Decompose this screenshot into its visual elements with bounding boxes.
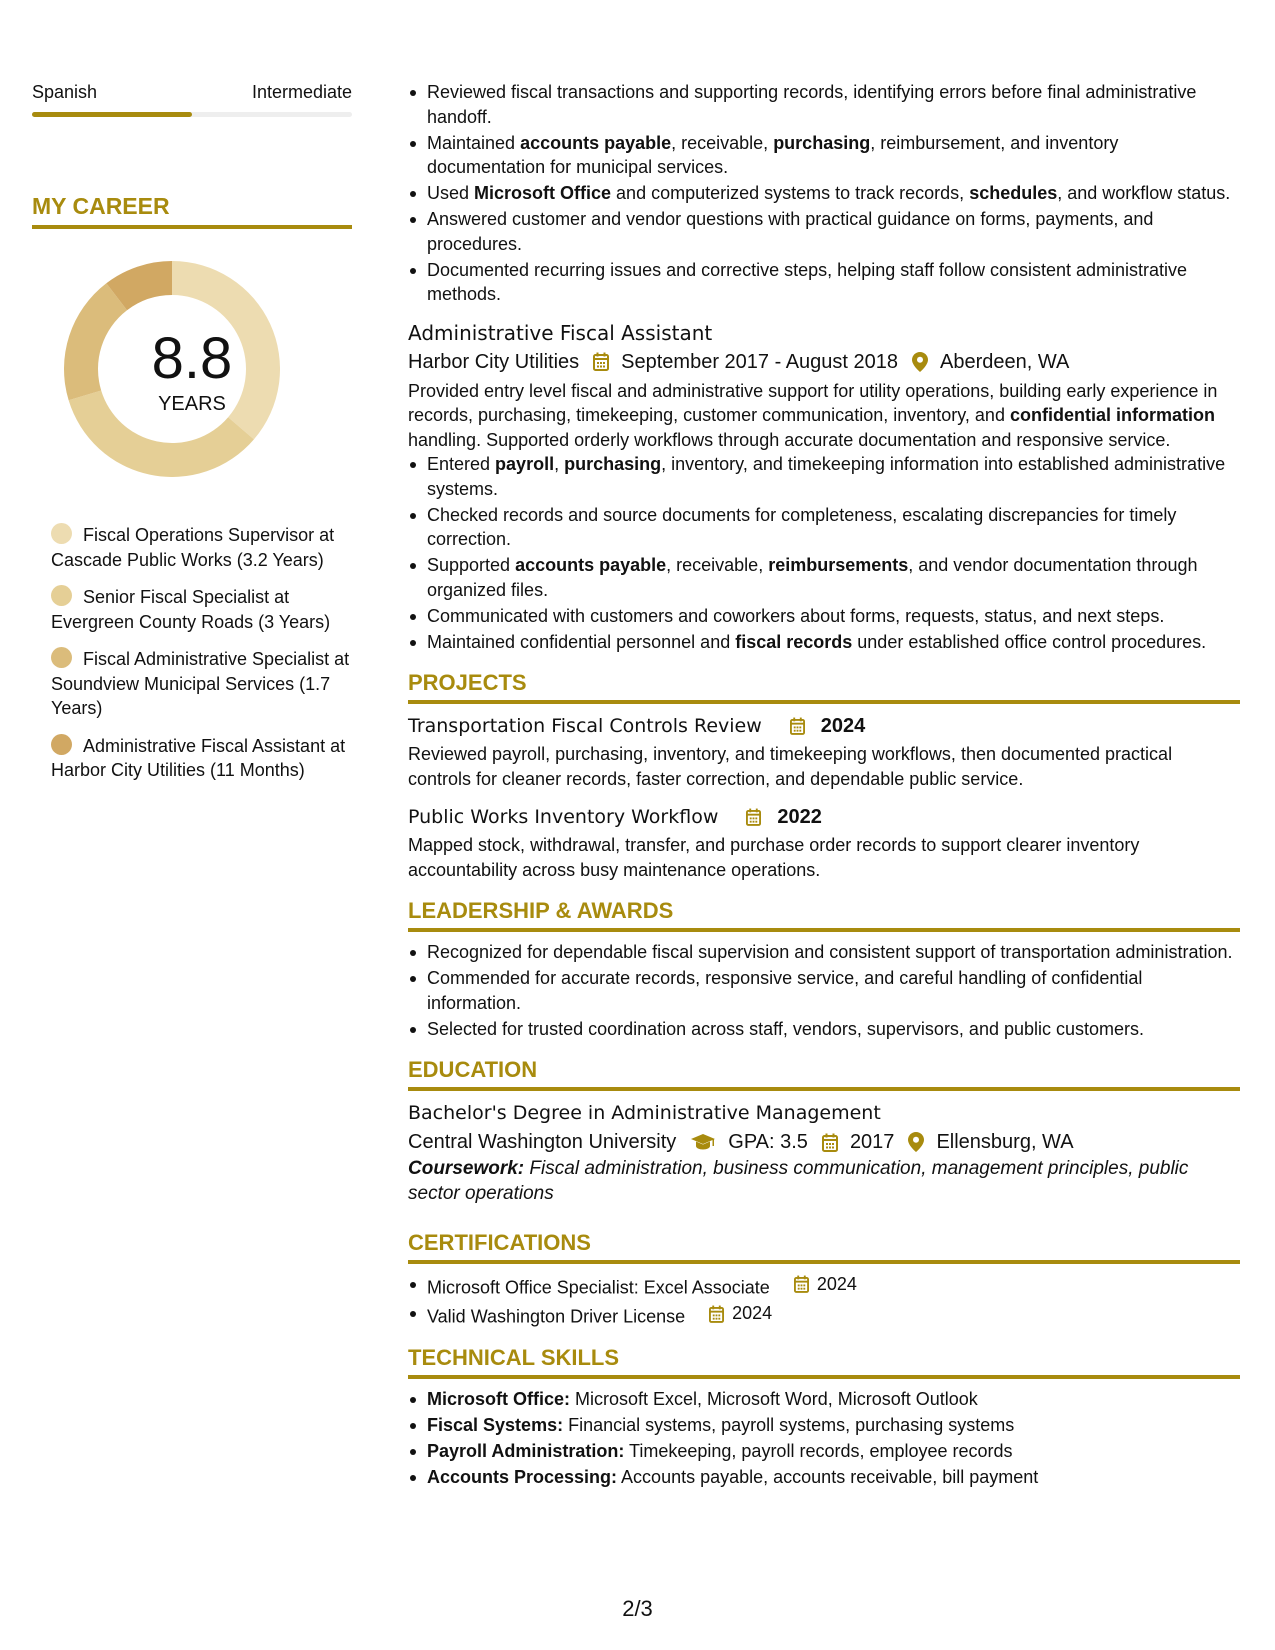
text-run: , and workflow status.	[1057, 183, 1231, 203]
skill-label: Fiscal Systems:	[427, 1415, 564, 1435]
graduation-cap-icon	[690, 1133, 716, 1151]
certification-name: Microsoft Office Specialist: Excel Associate	[427, 1277, 770, 1298]
skill-value: Timekeeping, payroll records, employee records	[624, 1441, 1013, 1461]
skill-item	[408, 1465, 1240, 1490]
certifications-list	[408, 1272, 1240, 1329]
legend-dot	[51, 585, 72, 606]
certifications-heading: CERTIFICATIONS	[408, 1228, 1240, 1264]
career-total-value: 8.8	[151, 326, 233, 391]
map-pin-icon	[912, 352, 928, 372]
calendar-icon	[697, 1305, 728, 1323]
skills-list	[408, 1387, 1240, 1490]
bullet-item	[408, 452, 1240, 501]
text-run: Documented recurring issues and corrective steps, helping staff follow consistent administrative methods.	[427, 259, 1188, 304]
projects-heading: PROJECTS	[408, 668, 1240, 704]
certification-item	[408, 1272, 1240, 1300]
skill-value: Microsoft Excel, Microsoft Word, Microsoft Outlook	[570, 1389, 978, 1409]
bold-text: accounts payable	[520, 132, 672, 153]
bold-text: accounts payable	[515, 555, 667, 575]
text-run: Used	[427, 183, 475, 203]
skill-value: Accounts payable, accounts receivable, bill payment	[617, 1467, 1039, 1487]
certification-year-wrap	[770, 1272, 857, 1297]
career-donut-chart	[32, 249, 352, 489]
award-item: Selected for trusted coordination across staff, vendors, supervisors, and public customers.	[408, 1017, 1240, 1042]
bold-text: purchasing	[564, 454, 662, 474]
bullet-item	[408, 258, 1240, 307]
text-run: under established office control procedures.	[852, 631, 1207, 652]
bullet-item	[408, 503, 1240, 552]
coursework-label: Coursework:	[408, 1158, 525, 1179]
text-run: and computerized systems to track records,	[611, 183, 970, 203]
certification-year: 2024	[732, 1303, 773, 1324]
projects-list	[408, 712, 1240, 882]
career-legend-item	[51, 585, 352, 634]
bold-text: schedules	[969, 183, 1058, 203]
education-year: 2017	[849, 1131, 895, 1153]
award-item: Commended for accurate records, responsive service, and careful handling of confidential information.	[408, 966, 1240, 1015]
career-total-unit: YEARS	[158, 393, 226, 415]
calendar-icon	[822, 1133, 838, 1152]
previous-job-bullets	[408, 80, 1240, 307]
calendar-icon	[782, 1275, 813, 1293]
bold-text: fiscal records	[735, 631, 853, 652]
education-heading: EDUCATION	[408, 1055, 1240, 1091]
project-year: 2024	[820, 715, 866, 737]
legend-label: Fiscal Operations Supervisor at Cascade Public Works (3.2 Years)	[51, 525, 335, 570]
text-run: , reimbursement, and inventory documentation for municipal services.	[427, 132, 1119, 177]
education-meta	[408, 1127, 1240, 1157]
job-title: Administrative Fiscal Assistant	[408, 320, 713, 345]
job-dates: September 2017 - August 2018	[621, 350, 899, 373]
skill-label: Microsoft Office:	[427, 1389, 571, 1409]
education-location: Ellensburg, WA	[936, 1131, 1074, 1153]
text-run: Checked records and source documents for completeness, escalating discrepancies for timely correction.	[427, 504, 1177, 549]
legend-label: Senior Fiscal Specialist at Evergreen County Roads (3 Years)	[51, 587, 331, 632]
legend-label: Fiscal Administrative Specialist at Soundview Municipal Services (1.7 Years)	[51, 649, 350, 718]
text-run: Communicated with customers and coworkers about forms, requests, status, and next steps.	[427, 605, 1165, 626]
project-description: Mapped stock, withdrawal, transfer, and purchase order records to support clearer inventory accountability across busy maintenance operations.	[408, 835, 1140, 880]
education-degree: Bachelor's Degree in Administrative Management	[408, 1102, 881, 1124]
text-run: , receivable,	[666, 555, 769, 575]
language-name: Spanish	[32, 82, 98, 102]
text-run: , and vendor documentation through organized files.	[427, 555, 1198, 600]
certification-name: Valid Washington Driver License	[427, 1306, 686, 1327]
project-description: Reviewed payroll, purchasing, inventory, and timekeeping workflows, then documented practical controls for cleaner records, faster correction, and dependable public service.	[408, 744, 1173, 789]
text-run: Reviewed fiscal transactions and supporting records, identifying errors before final administrative handoff.	[427, 82, 1197, 127]
job-location: Aberdeen, WA	[940, 350, 1070, 373]
awards-heading: LEADERSHIP & AWARDS	[408, 896, 1240, 932]
project-title: Public Works Inventory Workflow	[408, 806, 719, 828]
education-coursework	[408, 1157, 1240, 1206]
award-item: Recognized for dependable fiscal supervision and consistent support of transportation administration.	[408, 940, 1240, 965]
certification-year: 2024	[816, 1274, 857, 1294]
career-legend-item	[51, 734, 352, 783]
calendar-icon	[776, 717, 813, 735]
project-title-row	[408, 803, 1240, 831]
language-row	[32, 80, 352, 104]
bullet-item	[408, 181, 1240, 206]
job-company: Harbor City Utilities	[408, 350, 580, 373]
career-legend	[32, 523, 352, 783]
text-run: Entered	[427, 454, 496, 474]
language-level: Intermediate	[251, 82, 352, 102]
map-pin-icon	[908, 1132, 924, 1152]
skills-heading: TECHNICAL SKILLS	[408, 1343, 1240, 1379]
text-run: , receivable,	[671, 132, 774, 153]
awards-list	[408, 940, 1240, 1041]
bullet-item	[408, 131, 1240, 180]
project-year: 2022	[777, 806, 822, 828]
project-title-row	[408, 712, 1240, 740]
bullet-item	[408, 630, 1240, 655]
text-run: handling. Supported orderly workflows through accurate documentation and responsive service.	[408, 429, 1171, 450]
job-bullets	[408, 452, 1240, 654]
skill-item	[408, 1413, 1240, 1438]
text-run: Maintained confidential personnel and	[427, 631, 736, 652]
main-content	[408, 80, 1240, 1491]
project-item	[408, 803, 1240, 882]
job-summary	[408, 379, 1240, 453]
legend-dot	[51, 647, 72, 668]
page-number: 2/3	[622, 1596, 653, 1621]
text-run: Provided entry level fiscal and administrative support for utility operations, building early experience in records, purchasing, timekeeping, customer communication, inventory, and	[408, 380, 1218, 425]
legend-label: Administrative Fiscal Assistant at Harbor City Utilities (11 Months)	[51, 735, 346, 780]
certification-item	[408, 1301, 1240, 1329]
language-proficiency-bar	[32, 112, 352, 117]
skill-item	[408, 1439, 1240, 1464]
legend-dot	[51, 734, 72, 755]
bullet-item	[408, 553, 1240, 602]
text-run: Answered customer and vendor questions with practical guidance on forms, payments, and procedures.	[427, 209, 1154, 254]
sidebar	[32, 80, 352, 796]
calendar-icon	[593, 352, 609, 371]
bold-text: Microsoft Office	[474, 183, 612, 203]
language-proficiency-fill	[32, 112, 192, 117]
legend-dot	[51, 523, 72, 544]
bullet-item	[408, 80, 1240, 129]
bullet-item	[408, 604, 1240, 629]
text-run: Supported	[427, 555, 516, 575]
coursework-text: Fiscal administration, business communication, management principles, public sector operations	[408, 1158, 1189, 1204]
bold-text: purchasing	[773, 132, 871, 153]
project-title: Transportation Fiscal Controls Review	[408, 715, 762, 737]
skill-label: Accounts Processing:	[427, 1467, 618, 1487]
text-run: Maintained	[427, 132, 521, 153]
bullet-item	[408, 207, 1240, 256]
bold-text: reimbursements	[768, 555, 909, 575]
text-run: ,	[554, 454, 565, 474]
calendar-icon	[732, 808, 769, 826]
skill-value: Financial systems, payroll systems, purchasing systems	[563, 1415, 1015, 1435]
education-school: Central Washington University	[408, 1131, 677, 1153]
text-run: , inventory, and timekeeping information into established administrative systems.	[427, 454, 1226, 499]
certification-year-wrap	[685, 1301, 772, 1326]
skill-label: Payroll Administration:	[427, 1441, 625, 1461]
project-item	[408, 712, 1240, 791]
career-legend-item	[51, 523, 352, 572]
career-heading: MY CAREER	[32, 191, 352, 229]
skill-item	[408, 1387, 1240, 1412]
job-meta	[408, 347, 1240, 377]
education-gpa: GPA: 3.5	[728, 1131, 808, 1153]
bold-text: payroll	[495, 454, 555, 474]
career-legend-item	[51, 647, 352, 721]
bold-text: confidential information	[1009, 405, 1215, 425]
